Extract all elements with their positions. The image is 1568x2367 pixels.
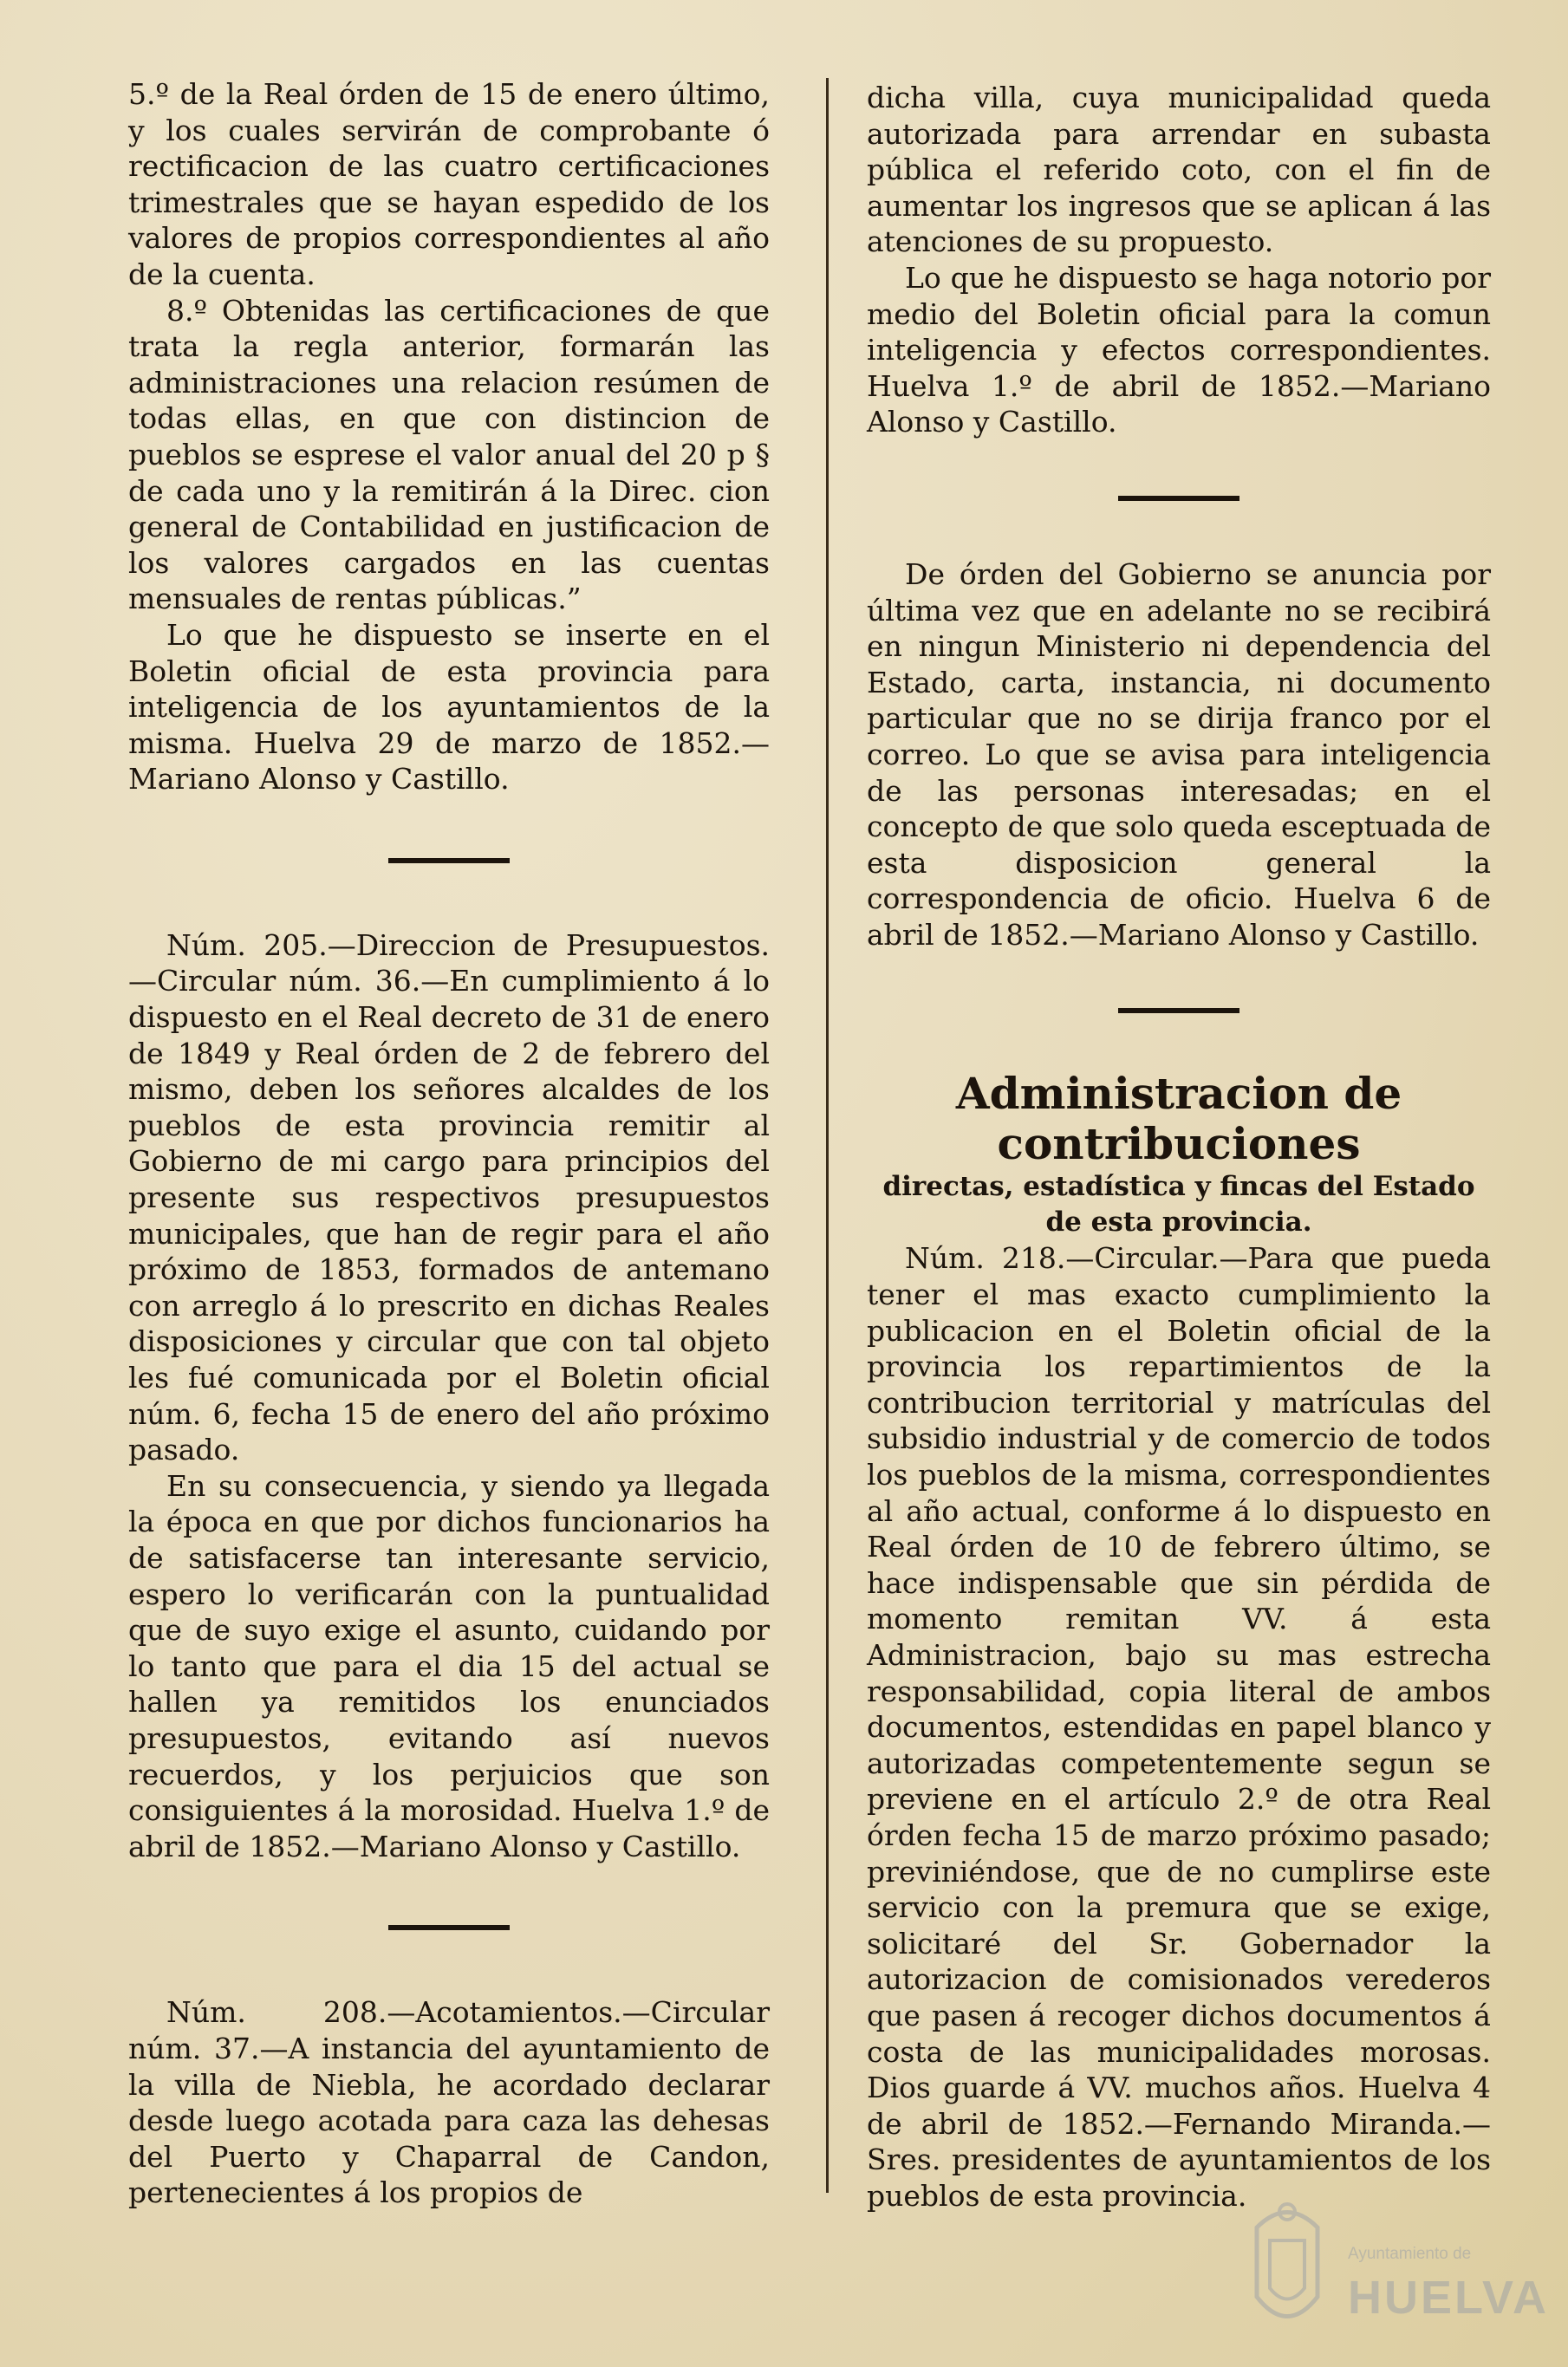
- paragraph-continuation: 5.º de la Real órden de 15 de enero último, y los cuales servirán de comprobante ó rectificacion de las cuatro certificaciones trimestrales que se hayan espedido de los valores de propios correspondientes al año de la cuenta.: [128, 77, 770, 291]
- paragraph-government-order: De órden del Gobierno se anuncia por última vez que en adelante no se recibirá en ningun Ministerio ni dependencia del Estado, carta, instancia, ni documento particular que no se dirija franco por el correo. Lo que se avisa para inteligencia de las personas interesadas; en el concepto de que solo queda esceptuada de esta disposicion general la correspondencia de oficio. Huelva 6 de abril de 1852.—Mariano Alonso y Castillo.: [867, 556, 1491, 952]
- section-divider: [388, 1925, 510, 1930]
- section-divider: [388, 858, 510, 863]
- watermark-line-2: HUELVA: [1348, 2272, 1549, 2324]
- paragraph-num-205: Núm. 205.—Direccion de Presupuestos.—Circular núm. 36.—En cumplimiento á lo dispuesto en el Real decreto de 31 de enero de 1849 y Real órden de 2 de febrero del mismo, deben los señores alcaldes de los pueblos de esta provincia remitir al Gobierno de mi cargo para principios del presente sus respectivos presupuestos municipales, que han de regir para el año próximo de 1853, formados de antemano con arreglo á lo prescrito en dichas Reales disposiciones y circular que con tal objeto les fué comunicada por el Boletin oficial núm. 6, fecha 15 de enero del año próximo pasado.: [128, 927, 770, 1467]
- right-column: [867, 80, 1491, 2214]
- paragraph-notice: Lo que he dispuesto se haga notorio por medio del Boletin oficial para la comun inteligencia y efectos correspondientes. Huelva 1.º de abril de 1852.—Mariano Alonso y Castillo.: [867, 260, 1491, 439]
- section-title: Administracion de contribuciones: [955, 1068, 1402, 1170]
- paragraph-order-notice: Lo que he dispuesto se inserte en el Boletin oficial de esta provincia para inteligencia de los ayuntamientos de la misma. Huelva 29 de marzo de 1852.—Mariano Alonso y Castillo.: [128, 617, 770, 797]
- crest-icon: [1244, 2193, 1331, 2340]
- paragraph-num-208: Núm. 208.—Acotamientos.—Circular núm. 37.—A instancia del ayuntamiento de la villa de Niebla, he acordado declarar desde luego acotada para caza las dehesas del Puerto y Chaparral de Candon, pertenecientes á los propios de: [128, 1995, 770, 2210]
- paragraph-rule-8: 8.º Obtenidas las certificaciones de que trata la regla anterior, formarán las administraciones una relacion resúmen de todas ellas, en que con distincion de pueblos se esprese el valor anual del 20 p § de cada uno y la remitirán á la Direc. cion general de Contabilidad en justificacion de los valores cargados en las cuentas mensuales de rentas públicas.”: [128, 293, 770, 616]
- paragraph-niebla-continuation: dicha villa, cuya municipalidad queda autorizada para arrendar en subasta pública el referido coto, con el fin de aumentar los ingresos que se aplican á las atenciones de su propuesto.: [867, 81, 1491, 259]
- left-column: [128, 76, 770, 2211]
- watermark-line-1: Ayuntamiento de: [1348, 2245, 1472, 2263]
- section-subtitle: directas, estadística y fincas del Estado de esta provincia.: [882, 1171, 1475, 1239]
- watermark-seal: [1244, 2193, 1549, 2349]
- paragraph-consequence: En su consecuencia, y siendo ya llegada la época en que por dichos funcionarios ha de satisfacerse tan interesante servicio, espero lo verificarán con la puntualidad que de suyo exige el asunto, cuidando por lo tanto que para el dia 15 del actual se hallen ya remitidos los enunciados presupuestos, evitando así nuevos recuerdos, y los perjuicios que son consiguientes á la morosidad. Huelva 1.º de abril de 1852.—Mariano Alonso y Castillo.: [128, 1468, 770, 1863]
- section-divider: [1118, 496, 1239, 501]
- paragraph-num-218: Núm. 218.—Circular.—Para que pueda tener el mas exacto cumplimiento la publicacion en el Boletin oficial de la provincia los repartimientos de la contribucion territorial y matrículas del subsidio industrial y de comercio de todos los pueblos de la misma, correspondientes al año actual, conforme á lo dispuesto en Real órden de 10 de febrero último, se hace indispensable que sin pérdida de momento remitan VV. á esta Administracion, bajo su mas estrecha responsabilidad, copia literal de ambos documentos, estendidas en papel blanco y autorizadas competentemente segun se previene en el artículo 2.º de otra Real órden fecha 15 de marzo próximo pasado; previniéndose, que de no cumplirse este servicio con la premura que se exige, solicitaré del Sr. Gobernador la autorizacion de comisionados verederos que pasen á recoger dichos documentos á costa de las municipalidades morosas. Dios guarde á VV. muchos años. Huelva 4 de abril de 1852.—Fernando Miranda.—Sres. presidentes de ayuntamientos de los pueblos de esta provincia.: [867, 1241, 1491, 2213]
- column-divider: [826, 78, 829, 2193]
- section-divider: [1118, 1008, 1239, 1013]
